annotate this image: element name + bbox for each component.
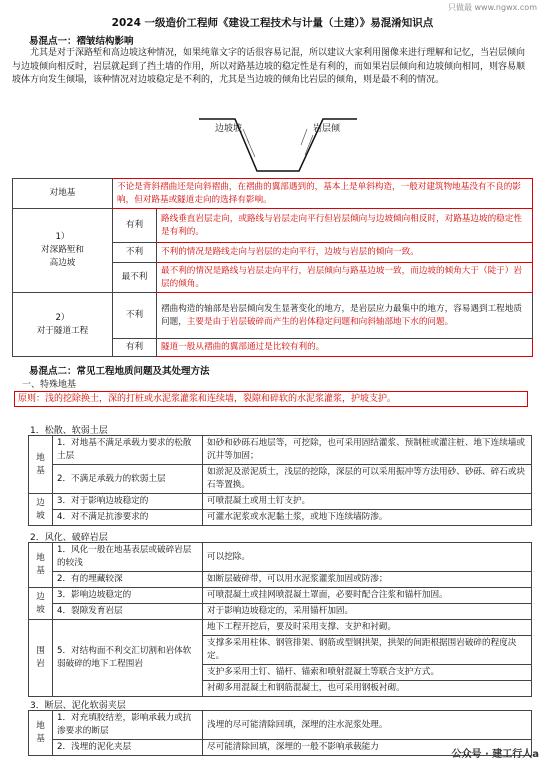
subheading: 一、特殊地基 bbox=[22, 380, 77, 390]
cell-text bbox=[157, 293, 533, 339]
footer-account: 公众号 · 建工行人a bbox=[451, 749, 539, 760]
cell-left: 1．风化一般在地基表层或破碎岩层的较浅 bbox=[53, 543, 203, 572]
cell-text: 最不利的情况是路线与岩层走向平行，岩层倾向与路基边坡一致，而边坡的倾角大于（陡于）岩层的倾角。 bbox=[157, 263, 533, 293]
cell-right: 地下工程开挖后，要及时采用支撑、支护和衬砌。 bbox=[203, 620, 532, 636]
cell-left: 4．对不满足抗渗要求的 bbox=[53, 510, 203, 526]
cell-text: 不利的情况是路线走向与岩层的走向平行，边坡与岩层的倾向一致。 bbox=[157, 243, 533, 263]
cell-left: 2．浅埋的泥化夹层 bbox=[53, 740, 203, 756]
table-row bbox=[29, 543, 532, 572]
cell-right: 可喷混凝土或挂网喷混凝土罩面，必要时配合注浆和锚杆加固。 bbox=[203, 588, 532, 604]
table-row bbox=[29, 494, 532, 510]
cell-right: 如断层破碎带，可以用水泥浆灌浆加固或防渗； bbox=[203, 572, 532, 588]
soft-soil-table bbox=[28, 435, 532, 526]
cell-right: 可以挖除。 bbox=[203, 543, 532, 572]
cell-key: 有利 bbox=[113, 339, 157, 357]
table-row bbox=[13, 209, 533, 243]
group-label: 地基 bbox=[29, 711, 53, 756]
cell-text: 路线垂直岩层走向，或路线与岩层走向平行但岩层倾向与边坡倾向相反时，对路基边坡的稳定性是有利的。 bbox=[157, 209, 533, 243]
group-label: 边坡 bbox=[29, 494, 53, 526]
section-1-paragraph: 尤其是对于深路堑和高边坡这种情况，如果纯靠文字的话很容易记混，所以建议大家利用图像来进行理解和记忆，当岩层倾向与边坡倾向相反时，岩层就起到了挡土墙的作用，所以对路基边坡的稳定性是有利的，而如果岩层倾向和边坡倾向相同，则容易顺坡体方向发生倾塌，该种情况对边坡稳定是不利的，尤其是当边坡的倾角比岩层的倾角，则是最不利的情况。 bbox=[12, 48, 526, 85]
cell-left: 4．裂隙发育岩层 bbox=[53, 604, 203, 620]
table-row bbox=[29, 572, 532, 588]
group-label: 地基 bbox=[29, 543, 53, 588]
cell-right: 浅埋的尽可能清除回填，深埋的注水泥浆处理。 bbox=[203, 711, 532, 740]
table-row bbox=[29, 588, 532, 604]
cell-left: 3．影响边坡稳定的 bbox=[53, 588, 203, 604]
fold-structure-table bbox=[12, 178, 533, 357]
cell-left: 2．有的埋藏较深 bbox=[53, 572, 203, 588]
cell-left: 3．对于影响边坡稳定的 bbox=[53, 494, 203, 510]
subheading: 2．风化、破碎岩层 bbox=[30, 533, 108, 543]
table-row bbox=[29, 436, 532, 465]
table-row bbox=[29, 465, 532, 494]
cell-text: 不论是背斜褶曲还是向斜褶曲，在褶曲的翼部遇到的，基本上是单斜构造，一般对建筑物地基没有不良的影响，但对路基或隧道走向的选择有影响。 bbox=[113, 179, 533, 209]
cell-right: 支护多采用土钉、锚杆、锚索和喷射混凝土等联合支护方式。 bbox=[203, 665, 532, 681]
cell-left: 1．对地基不满足承载力要求的松散土层 bbox=[53, 436, 203, 465]
cell-left: 5．对结构面不利交汇切割和岩体软弱破碎的地下工程围岩 bbox=[53, 620, 203, 697]
row-head: 1） 对深路堑和 高边坡 bbox=[13, 209, 113, 293]
cell-text-black: 褶曲构造的轴部是岩层倾向发生显著变化的地方，是岩层应力最集中的地方，容易遇到工程地质问题， bbox=[161, 303, 522, 327]
watermark: 只做最 www.ngwx.com bbox=[447, 3, 537, 12]
cell-left: 1．对充填胶结差，影响承载力或抗渗要求的断层 bbox=[53, 711, 203, 740]
cell-left: 2．不满足承载力的软弱土层 bbox=[53, 465, 203, 494]
weathered-rock-table bbox=[28, 542, 532, 697]
subheading: 1．松散、软弱土层 bbox=[30, 426, 108, 436]
table-row bbox=[29, 620, 532, 636]
cell-right: 可灌水泥浆或水泥黏土浆，或地下连续墙防渗。 bbox=[203, 510, 532, 526]
table-row bbox=[13, 179, 533, 209]
group-label: 地基 bbox=[29, 436, 53, 494]
figure-label-right: 岩层倾 bbox=[313, 124, 341, 134]
subheading: 3．断层、泥化软弱夹层 bbox=[30, 701, 126, 711]
figure-label-left: 边坡坡 bbox=[215, 124, 243, 134]
table-row bbox=[29, 604, 532, 620]
cell-key: 有利 bbox=[113, 209, 157, 243]
cell-right: 如砂和砂砾石地层等，可挖除，也可采用固结灌浆、预制桩或灌注桩、地下连续墙或沉井等加固； bbox=[203, 436, 532, 465]
table-row bbox=[13, 293, 533, 339]
page-title: 2024 一级造价工程师《建设工程技术与计量（土建）》易混淆知识点 bbox=[111, 17, 434, 29]
cell-right: 可喷混凝土或用土钉支护。 bbox=[203, 494, 532, 510]
group-label: 边坡 bbox=[29, 588, 53, 620]
cell-key: 不利 bbox=[113, 243, 157, 263]
cell-text-red: 主要是由于岩层破碎而产生的岩体稳定问题和向斜轴部地下水的问题。 bbox=[186, 316, 454, 327]
principle-note: 原则：浅的挖除换土，深的打桩或水泥浆灌浆和连续墙，裂隙和碎软的水泥浆灌浆，护坡支护。 bbox=[14, 391, 528, 407]
row-head: 对地基 bbox=[13, 179, 113, 209]
table-row bbox=[29, 510, 532, 526]
table-row bbox=[29, 711, 532, 740]
section-heading-1: 易混点一：褶皱结构影响 bbox=[29, 36, 134, 47]
cell-text: 隧道一般从褶曲的翼部通过是比较有利的。 bbox=[157, 339, 533, 357]
cell-right: 对于影响边坡稳定的，采用锚杆加固。 bbox=[203, 604, 532, 620]
section-heading-2: 易混点二：常见工程地质问题及其处理方法 bbox=[29, 366, 210, 377]
slope-diagram bbox=[195, 115, 360, 181]
cell-key: 最不利 bbox=[113, 263, 157, 293]
cell-right: 支撑多采用柱体、钢管排架、钢筋或型钢拱架，拱架的间距根据围岩破碎的程度决定。 bbox=[203, 636, 532, 665]
cell-right: 如淤泥及淤泥质土，浅层的挖除，深层的可以采用振冲等方法用砂、砂砾、碎石或块石等置换。 bbox=[203, 465, 532, 494]
group-label: 围岩 bbox=[29, 620, 53, 697]
cell-right: 尽可能清除回填，深埋的一般不影响承载能力 bbox=[203, 740, 532, 756]
cell-key: 不利 bbox=[113, 293, 157, 339]
cell-right: 衬砌多用混凝土和钢筋混凝土，也可采用钢板衬砌。 bbox=[203, 681, 532, 697]
row-head: 2） 对于隧道工程 bbox=[13, 293, 113, 357]
